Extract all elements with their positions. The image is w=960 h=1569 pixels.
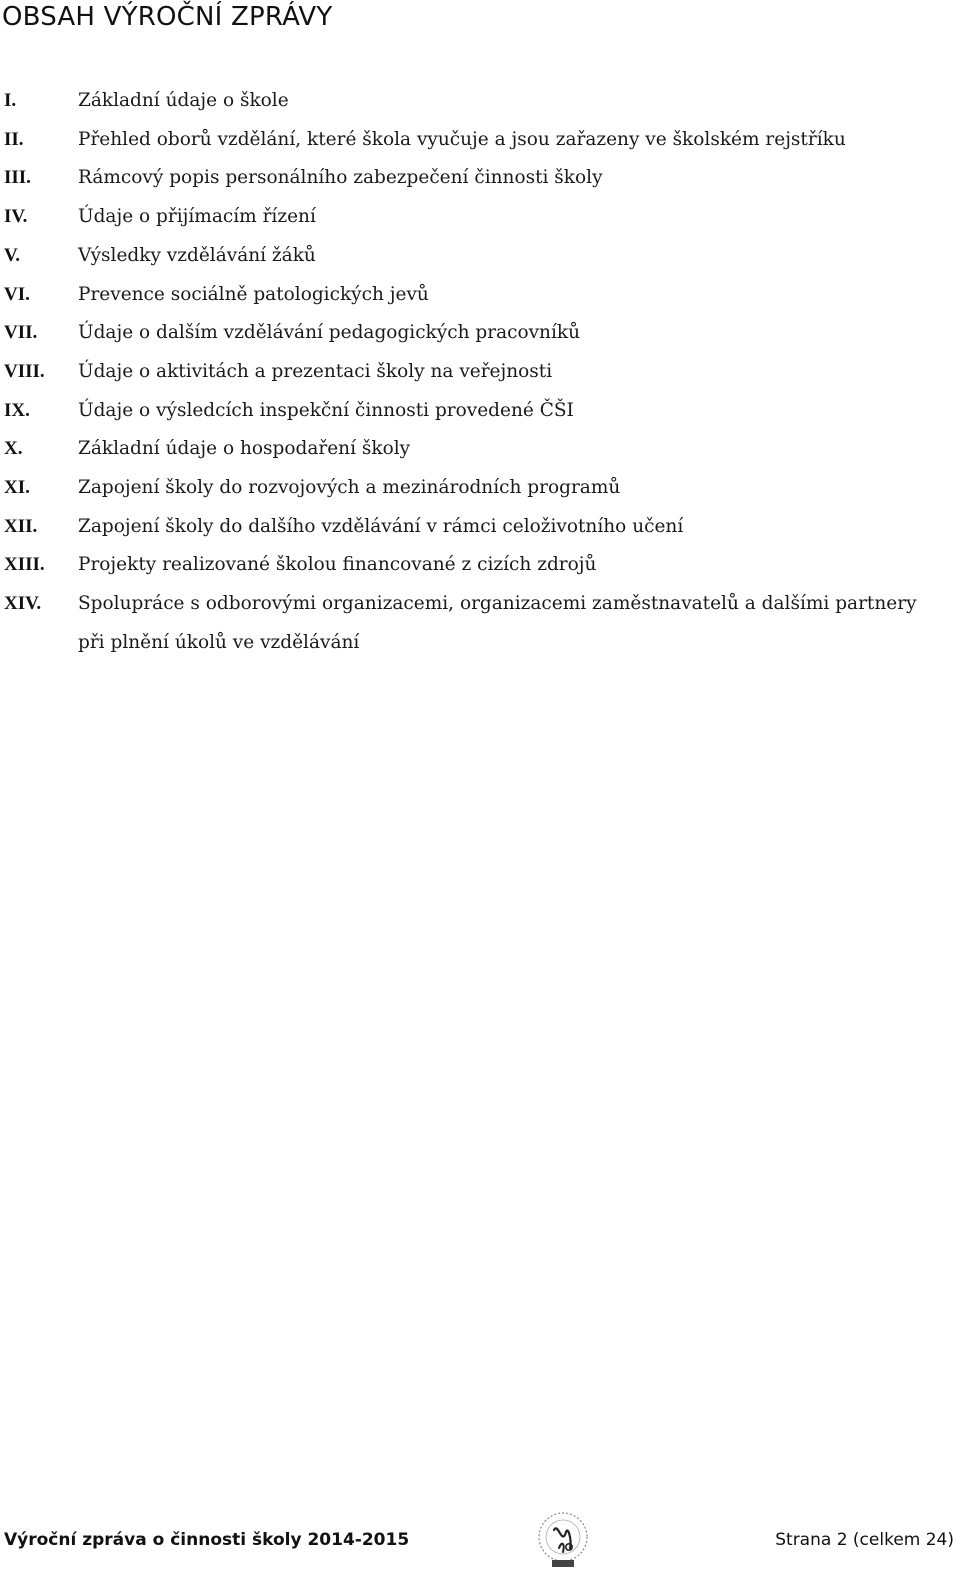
- toc-number: IX.: [4, 399, 30, 421]
- toc-text: Rámcový popis personálního zabezpečení činnosti školy: [78, 167, 603, 189]
- toc-number: XIII.: [4, 554, 45, 576]
- footer-report-title: Výroční zpráva o činnosti školy 2014-2015: [4, 1530, 410, 1550]
- toc-number: XIV.: [4, 593, 42, 615]
- toc-text: Údaje o přijímacím řízení: [78, 206, 316, 228]
- toc-number: V.: [4, 244, 21, 266]
- toc-number: VIII.: [4, 360, 45, 382]
- toc-number: IV.: [4, 206, 28, 228]
- toc-number: XI.: [4, 477, 30, 499]
- page-footer: [0, 1508, 960, 1568]
- toc-item: [4, 198, 954, 237]
- toc-item: [4, 392, 954, 431]
- toc-number-empty: [4, 624, 78, 663]
- toc-item-continuation: [4, 624, 954, 663]
- school-seal-icon: [532, 1510, 594, 1568]
- toc-item: [4, 237, 954, 276]
- toc-item: [4, 430, 954, 469]
- toc-number: II.: [4, 128, 24, 150]
- toc-item: [4, 314, 954, 353]
- table-of-contents: [4, 82, 954, 663]
- toc-text: Projekty realizované školou financované z cizích zdrojů: [78, 554, 597, 576]
- toc-text: při plnění úkolů ve vzdělávání: [78, 631, 360, 653]
- toc-text: Spolupráce s odborovými organizacemi, organizacemi zaměstnavatelů a dalšími partnery: [78, 593, 917, 615]
- toc-text: Údaje o dalším vzdělávání pedagogických pracovníků: [78, 322, 581, 344]
- toc-text: Prevence sociálně patologických jevů: [78, 283, 429, 305]
- toc-number: VII.: [4, 322, 38, 344]
- footer-page-number: Strana 2 (celkem 24): [775, 1530, 954, 1550]
- toc-text: Údaje o výsledcích inspekční činnosti provedené ČŠI: [78, 399, 574, 421]
- toc-item: [4, 508, 954, 547]
- toc-number: III.: [4, 167, 31, 189]
- toc-item: [4, 546, 954, 585]
- toc-item: [4, 159, 954, 198]
- toc-item: [4, 82, 954, 121]
- toc-text: Zapojení školy do dalšího vzdělávání v rámci celoživotního učení: [78, 515, 684, 537]
- toc-text: Zapojení školy do rozvojových a mezinárodních programů: [78, 477, 621, 499]
- toc-number: X.: [4, 438, 23, 460]
- toc-number: XII.: [4, 515, 38, 537]
- toc-item: [4, 585, 954, 624]
- toc-number: I.: [4, 90, 17, 111]
- toc-text: Přehled oborů vzdělání, které škola vyučuje a jsou zařazeny ve školském rejstříku: [78, 128, 846, 150]
- toc-text: Údaje o aktivitách a prezentaci školy na veřejnosti: [78, 360, 553, 382]
- toc-item: [4, 276, 954, 315]
- page-title: OBSAH VÝROČNÍ ZPRÁVY: [2, 2, 333, 32]
- toc-text: Základní údaje o škole: [78, 90, 289, 111]
- toc-number: VI.: [4, 283, 30, 305]
- toc-item: [4, 121, 954, 160]
- toc-item: [4, 353, 954, 392]
- toc-text: Výsledky vzdělávání žáků: [78, 244, 316, 266]
- toc-text: Základní údaje o hospodaření školy: [78, 438, 411, 460]
- toc-item: [4, 469, 954, 508]
